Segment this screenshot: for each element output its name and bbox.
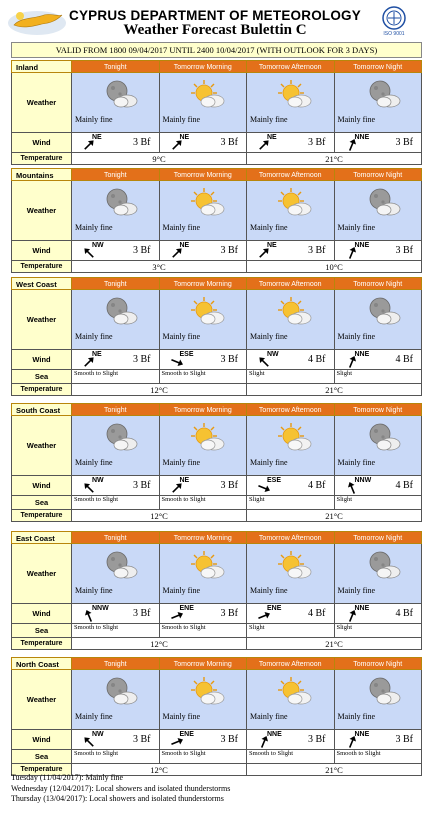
weather-cell — [160, 416, 248, 475]
weather-cell — [72, 73, 160, 132]
wind-direction: NNW — [92, 605, 109, 612]
wind-direction: ESE — [267, 477, 282, 484]
wind-cell — [160, 604, 248, 623]
temp-day: 21°C — [247, 153, 422, 164]
period-header: Tomorrow Morning — [160, 168, 248, 181]
temperature-row — [11, 261, 422, 273]
wind-cell — [160, 241, 248, 260]
weather-desc: Mainly fine — [250, 586, 288, 595]
wind-cell — [72, 350, 160, 369]
sun-cloud-icon — [277, 296, 313, 326]
wind-row — [11, 133, 422, 153]
wind-cell — [335, 730, 423, 749]
period-header: Tomorrow Afternoon — [247, 168, 335, 181]
weather-row — [11, 290, 422, 350]
sea-cell: Smooth to Slight — [72, 750, 160, 763]
weather-cell — [247, 544, 335, 603]
sea-row — [11, 750, 422, 764]
wind-cell — [72, 133, 160, 152]
sea-cell: Smooth to Slight — [160, 496, 248, 509]
weather-desc: Mainly fine — [162, 115, 201, 124]
period-header: Tomorrow Afternoon — [247, 277, 335, 290]
wind-speed: 4 Bf — [395, 608, 413, 619]
wind-direction: NNE — [354, 351, 370, 358]
weather-desc: Mainly fine — [162, 586, 201, 595]
sea-cell: Smooth to Slight — [160, 370, 248, 383]
weather-desc: Mainly fine — [250, 712, 288, 721]
department-title: CYPRUS DEPARTMENT OF METEOROLOGY — [69, 8, 361, 23]
wind-speed: 3 Bf — [395, 734, 413, 745]
row-label-weather: Weather — [11, 290, 72, 349]
wind-direction: NE — [179, 477, 190, 484]
sea-cell: Smooth to Slight — [160, 624, 248, 637]
outlook — [11, 773, 230, 805]
region-name: Mountains — [11, 168, 72, 181]
wind-direction: NW — [267, 351, 279, 358]
period-header: Tomorrow Night — [335, 168, 423, 181]
wind-speed: 3 Bf — [133, 354, 151, 365]
moon-cloud-icon — [365, 296, 401, 326]
sun-cloud-icon — [190, 296, 226, 326]
period-header: Tomorrow Afternoon — [247, 403, 335, 416]
period-header: Tonight — [72, 277, 160, 290]
wind-direction: ENE — [179, 731, 194, 738]
wind-speed: 3 Bf — [220, 734, 238, 745]
weather-desc: Mainly fine — [75, 332, 113, 341]
wind-direction: NNE — [354, 134, 370, 141]
moon-cloud-icon — [102, 422, 138, 452]
weather-cell — [335, 290, 423, 349]
wind-row — [11, 476, 422, 496]
sea-cell: Slight — [335, 370, 423, 383]
weather-desc: Mainly fine — [250, 223, 288, 232]
weather-cell — [335, 670, 423, 729]
weather-desc: Mainly fine — [162, 332, 201, 341]
region-section — [11, 277, 422, 396]
weather-cell — [335, 416, 423, 475]
wind-cell — [335, 241, 423, 260]
moon-cloud-icon — [365, 79, 401, 109]
moon-cloud-icon — [365, 676, 401, 706]
wind-speed: 4 Bf — [395, 480, 413, 491]
wind-cell — [247, 241, 335, 260]
wind-cell — [247, 476, 335, 495]
period-header: Tomorrow Morning — [160, 657, 248, 670]
wind-speed: 3 Bf — [308, 245, 326, 256]
region-name: North Coast — [11, 657, 72, 670]
wind-cell — [72, 604, 160, 623]
row-label-temperature: Temperature — [11, 384, 72, 395]
weather-cell — [72, 181, 160, 240]
sun-cloud-icon — [277, 550, 313, 580]
temp-night: 3°C — [72, 261, 247, 272]
row-label-wind: Wind — [11, 350, 72, 369]
region-section — [11, 657, 422, 776]
weather-row — [11, 544, 422, 604]
weather-row — [11, 73, 422, 133]
weather-desc: Mainly fine — [75, 115, 113, 124]
wind-direction: NE — [179, 242, 190, 249]
weather-cell — [160, 73, 248, 132]
sea-cell: Slight — [335, 624, 423, 637]
row-label-sea: Sea — [11, 370, 72, 383]
weather-cell — [247, 416, 335, 475]
temp-night: 12°C — [72, 638, 247, 649]
temp-night: 12°C — [72, 384, 247, 395]
weather-cell — [72, 670, 160, 729]
wind-speed: 4 Bf — [308, 608, 326, 619]
wind-direction: NW — [92, 731, 104, 738]
wind-row — [11, 350, 422, 370]
weather-cell — [72, 416, 160, 475]
weather-desc: Mainly fine — [250, 115, 288, 124]
region-section — [11, 60, 422, 165]
weather-cell — [247, 181, 335, 240]
row-label-sea: Sea — [11, 750, 72, 763]
wind-cell — [160, 730, 248, 749]
wind-direction: NE — [179, 134, 190, 141]
wind-cell — [335, 133, 423, 152]
region-name: West Coast — [11, 277, 72, 290]
period-header: Tonight — [72, 60, 160, 73]
moon-cloud-icon — [102, 676, 138, 706]
temp-night: 12°C — [72, 764, 247, 775]
weather-desc: Mainly fine — [162, 223, 201, 232]
region-name: East Coast — [11, 531, 72, 544]
region-header — [11, 403, 422, 416]
bulletin-header — [0, 0, 430, 44]
row-label-wind: Wind — [11, 476, 72, 495]
row-label-weather: Weather — [11, 181, 72, 240]
wind-speed: 3 Bf — [133, 608, 151, 619]
wind-speed: 4 Bf — [308, 480, 326, 491]
temp-day: 10°C — [247, 261, 422, 272]
wind-cell — [72, 476, 160, 495]
sun-cloud-icon — [190, 187, 226, 217]
wind-speed: 3 Bf — [220, 354, 238, 365]
sun-cloud-icon — [190, 550, 226, 580]
region-header — [11, 657, 422, 670]
weather-desc: Mainly fine — [250, 458, 288, 467]
moon-cloud-icon — [365, 422, 401, 452]
weather-desc: Mainly fine — [337, 223, 376, 232]
region-section — [11, 531, 422, 650]
wind-cell — [160, 476, 248, 495]
weather-desc: Mainly fine — [75, 586, 113, 595]
wind-speed: 3 Bf — [133, 137, 151, 148]
weather-desc: Mainly fine — [337, 115, 376, 124]
temp-day: 21°C — [247, 510, 422, 521]
wind-speed: 3 Bf — [220, 480, 238, 491]
validity-banner: VALID FROM 1800 09/04/2017 UNTIL 2400 10/04/2017 (WITH OUTLOOK FOR 3 DAYS) — [11, 42, 422, 58]
period-header: Tomorrow Night — [335, 60, 423, 73]
sun-cloud-icon — [277, 187, 313, 217]
weather-cell — [335, 73, 423, 132]
period-header: Tonight — [72, 168, 160, 181]
temp-day: 21°C — [247, 764, 422, 775]
wind-speed: 3 Bf — [220, 608, 238, 619]
weather-desc: Mainly fine — [162, 458, 201, 467]
sea-cell: Smooth to Slight — [72, 370, 160, 383]
wind-direction: NE — [92, 134, 102, 141]
wind-cell — [247, 350, 335, 369]
wind-cell — [247, 133, 335, 152]
region-name: Inland — [11, 60, 72, 73]
row-label-temperature: Temperature — [11, 510, 72, 521]
wind-direction: NNE — [354, 242, 370, 249]
row-label-wind: Wind — [11, 133, 72, 152]
wind-direction: NW — [92, 242, 104, 249]
weather-row — [11, 670, 422, 730]
row-label-weather: Weather — [11, 670, 72, 729]
weather-row — [11, 416, 422, 476]
iso-logo-icon — [380, 6, 408, 36]
row-label-sea: Sea — [11, 496, 72, 509]
row-label-weather: Weather — [11, 73, 72, 132]
period-header: Tomorrow Night — [335, 657, 423, 670]
wind-cell — [72, 730, 160, 749]
outlook-day: Thursday (13/04/2017): Local showers and isolated thunderstorms — [11, 794, 224, 803]
sea-cell: Slight — [247, 624, 335, 637]
sun-cloud-icon — [190, 422, 226, 452]
sea-cell: Slight — [335, 496, 423, 509]
wind-cell — [72, 241, 160, 260]
wind-speed: 3 Bf — [133, 245, 151, 256]
wind-cell — [160, 350, 248, 369]
weather-cell — [72, 544, 160, 603]
wind-cell — [247, 604, 335, 623]
weather-desc: Mainly fine — [337, 712, 376, 721]
wind-speed: 3 Bf — [133, 480, 151, 491]
wind-cell — [335, 476, 423, 495]
period-header: Tomorrow Afternoon — [247, 531, 335, 544]
wind-speed: 3 Bf — [308, 137, 326, 148]
outlook-day: Tuesday (11/04/2017): Mainly fine — [11, 773, 124, 782]
region-header — [11, 531, 422, 544]
sea-row — [11, 624, 422, 638]
sun-cloud-icon — [277, 79, 313, 109]
weather-cell — [247, 73, 335, 132]
wind-direction: NNE — [354, 605, 370, 612]
row-label-temperature: Temperature — [11, 153, 72, 164]
wind-cell — [335, 350, 423, 369]
weather-cell — [335, 544, 423, 603]
weather-cell — [247, 290, 335, 349]
weather-desc: Mainly fine — [75, 223, 113, 232]
weather-cell — [160, 670, 248, 729]
wind-speed: 3 Bf — [220, 137, 238, 148]
sea-row — [11, 370, 422, 384]
wind-row — [11, 241, 422, 261]
temp-day: 21°C — [247, 384, 422, 395]
wind-direction: ENE — [179, 605, 194, 612]
sea-cell: Smooth to Slight — [72, 624, 160, 637]
sun-cloud-icon — [277, 422, 313, 452]
weather-cell — [335, 181, 423, 240]
row-label-weather: Weather — [11, 544, 72, 603]
wind-cell — [335, 604, 423, 623]
region-header — [11, 60, 422, 73]
wind-direction: NNE — [267, 731, 282, 738]
wind-speed: 4 Bf — [308, 354, 326, 365]
period-header: Tomorrow Morning — [160, 531, 248, 544]
period-header: Tomorrow Night — [335, 277, 423, 290]
sea-row — [11, 496, 422, 510]
moon-cloud-icon — [102, 550, 138, 580]
wind-row — [11, 730, 422, 750]
bulletin-title: Weather Forecast Bulettin C — [123, 22, 307, 38]
period-header: Tomorrow Morning — [160, 403, 248, 416]
row-label-wind: Wind — [11, 241, 72, 260]
sea-cell: Smooth to Slight — [247, 750, 335, 763]
row-label-temperature: Temperature — [11, 261, 72, 272]
weather-desc: Mainly fine — [162, 712, 201, 721]
period-header: Tomorrow Morning — [160, 60, 248, 73]
wind-direction: NE — [267, 242, 277, 249]
moon-cloud-icon — [102, 187, 138, 217]
outlook-day: Wednesday (12/04/2017): Local showers and isolated thunderstorms — [11, 783, 231, 793]
row-label-wind: Wind — [11, 730, 72, 749]
moon-cloud-icon — [365, 550, 401, 580]
period-header: Tonight — [72, 657, 160, 670]
wind-direction: NNW — [354, 477, 372, 484]
sea-cell: Slight — [247, 370, 335, 383]
iso-logo-text: ISO 9001 — [383, 31, 405, 36]
region-name: South Coast — [11, 403, 72, 416]
weather-cell — [160, 181, 248, 240]
weather-cell — [160, 544, 248, 603]
wind-speed: 4 Bf — [395, 354, 413, 365]
weather-desc: Mainly fine — [75, 458, 113, 467]
temp-day: 21°C — [247, 638, 422, 649]
period-header: Tomorrow Morning — [160, 277, 248, 290]
row-label-sea: Sea — [11, 624, 72, 637]
sea-cell: Smooth to Slight — [335, 750, 423, 763]
temperature-row — [11, 384, 422, 396]
weather-desc: Mainly fine — [337, 332, 376, 341]
row-label-wind: Wind — [11, 604, 72, 623]
wind-direction: NNE — [354, 731, 370, 738]
temp-night: 12°C — [72, 510, 247, 521]
sun-cloud-icon — [277, 676, 313, 706]
weather-desc: Mainly fine — [250, 332, 288, 341]
region-section — [11, 168, 422, 273]
wind-direction: NE — [267, 134, 277, 141]
weather-desc: Mainly fine — [337, 458, 376, 467]
wind-speed: 3 Bf — [395, 137, 413, 148]
sun-cloud-icon — [190, 676, 226, 706]
period-header: Tomorrow Night — [335, 531, 423, 544]
row-label-weather: Weather — [11, 416, 72, 475]
period-header: Tonight — [72, 403, 160, 416]
region-section — [11, 403, 422, 522]
temp-night: 9°C — [72, 153, 247, 164]
weather-desc: Mainly fine — [75, 712, 113, 721]
moon-cloud-icon — [102, 296, 138, 326]
wind-cell — [160, 133, 248, 152]
region-header — [11, 168, 422, 181]
region-header — [11, 277, 422, 290]
period-header: Tonight — [72, 531, 160, 544]
wind-row — [11, 604, 422, 624]
temperature-row — [11, 638, 422, 650]
moon-cloud-icon — [365, 187, 401, 217]
wind-speed: 3 Bf — [133, 734, 151, 745]
sea-cell: Smooth to Slight — [72, 496, 160, 509]
weather-cell — [72, 290, 160, 349]
wind-direction: NW — [92, 477, 104, 484]
temperature-row — [11, 153, 422, 165]
sea-cell: Slight — [247, 496, 335, 509]
wind-speed: 3 Bf — [395, 245, 413, 256]
weather-desc: Mainly fine — [337, 586, 376, 595]
wind-direction: NE — [92, 351, 102, 358]
wind-direction: ENE — [267, 605, 282, 612]
temperature-row — [11, 510, 422, 522]
wind-direction: ESE — [179, 351, 194, 358]
period-header: Tomorrow Afternoon — [247, 657, 335, 670]
wind-cell — [247, 730, 335, 749]
sea-cell: Smooth to Slight — [160, 750, 248, 763]
row-label-temperature: Temperature — [11, 764, 72, 775]
weather-cell — [247, 670, 335, 729]
wind-speed: 3 Bf — [308, 734, 326, 745]
period-header: Tomorrow Afternoon — [247, 60, 335, 73]
moon-cloud-icon — [102, 79, 138, 109]
sun-cloud-icon — [190, 79, 226, 109]
row-label-temperature: Temperature — [11, 638, 72, 649]
wind-speed: 3 Bf — [220, 245, 238, 256]
weather-cell — [160, 290, 248, 349]
period-header: Tomorrow Night — [335, 403, 423, 416]
weather-row — [11, 181, 422, 241]
